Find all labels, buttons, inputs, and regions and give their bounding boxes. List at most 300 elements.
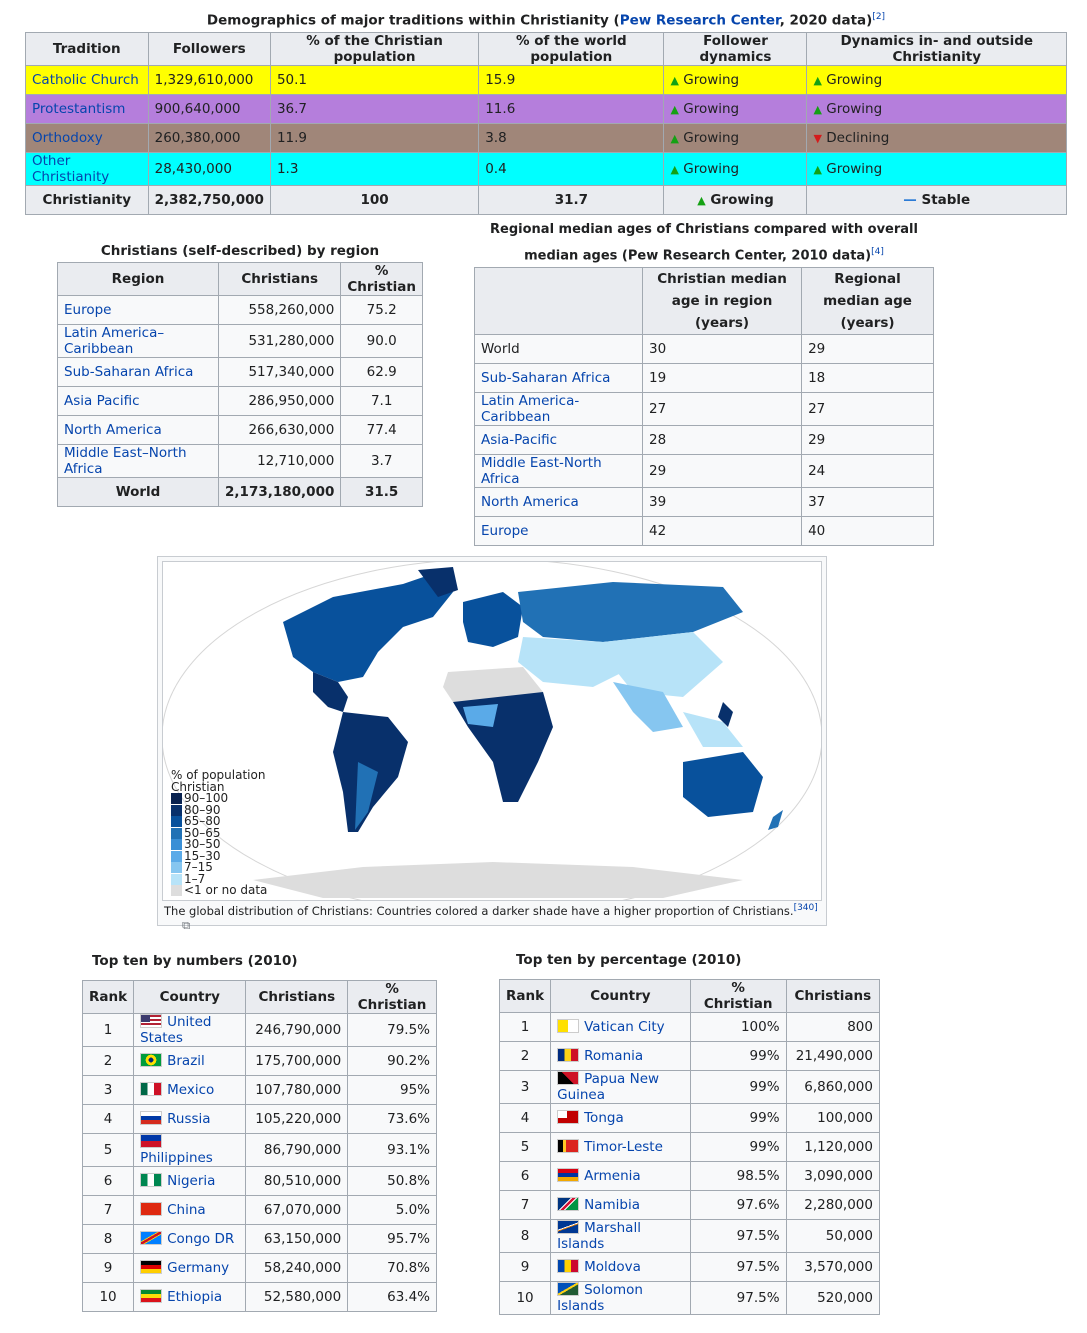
median-ages-caption bbox=[474, 219, 934, 267]
rank-cell: 3 bbox=[83, 1076, 134, 1105]
rank-cell: 2 bbox=[500, 1042, 551, 1071]
legend-swatch bbox=[171, 805, 182, 816]
christian-median-age-cell: 27 bbox=[643, 393, 802, 426]
top-numbers-row bbox=[83, 1134, 437, 1167]
rank-cell: 7 bbox=[500, 1191, 551, 1220]
overall-dynamics-cell bbox=[807, 123, 1067, 152]
christian-median-age-cell: 19 bbox=[643, 364, 802, 393]
country-cell bbox=[134, 1076, 246, 1105]
christians-cell: 52,580,000 bbox=[246, 1283, 348, 1312]
ref-link[interactable]: [4] bbox=[871, 247, 884, 257]
up-arrow-icon: ▲ bbox=[813, 162, 822, 176]
traditions-table-container bbox=[25, 6, 1067, 215]
legend-swatch bbox=[171, 828, 182, 839]
region-row bbox=[58, 416, 423, 445]
tradition-total-row bbox=[26, 185, 1067, 214]
total-overall-dynamics-cell bbox=[807, 185, 1067, 214]
christian-median-age-cell: 29 bbox=[643, 455, 802, 488]
country-link[interactable]: Namibia bbox=[584, 1197, 640, 1213]
pct-world-cell: 11.6 bbox=[479, 94, 664, 123]
pct-christian-cell: 100% bbox=[690, 1013, 786, 1042]
median-ages-table bbox=[474, 267, 934, 546]
region-cell bbox=[58, 296, 219, 325]
rank-cell: 8 bbox=[83, 1225, 134, 1254]
pct-christian-cell: 73.6% bbox=[348, 1105, 437, 1134]
country-link[interactable]: Papua New Guinea bbox=[557, 1071, 660, 1103]
legend-swatch bbox=[171, 851, 182, 862]
christians-cell: 3,090,000 bbox=[786, 1162, 879, 1191]
christians-cell: 105,220,000 bbox=[246, 1105, 348, 1134]
legend-label: 15–30 bbox=[184, 848, 221, 863]
pg-flag-icon bbox=[557, 1071, 579, 1085]
va-flag-icon bbox=[557, 1019, 579, 1033]
legend-label: 65–80 bbox=[184, 814, 221, 828]
christians-cell: 63,150,000 bbox=[246, 1225, 348, 1254]
total-pct-christian-cell: 100 bbox=[270, 185, 478, 214]
country-link[interactable]: Nigeria bbox=[167, 1173, 216, 1189]
dynamics-value: — Stable bbox=[903, 191, 971, 208]
christians-cell: 80,510,000 bbox=[246, 1167, 348, 1196]
up-arrow-icon: ▲ bbox=[813, 73, 822, 87]
region-cell bbox=[475, 455, 643, 488]
column-header: Christians bbox=[246, 981, 348, 1014]
west-africa-shape bbox=[463, 704, 498, 727]
map-caption-text: The global distribution of Christians: Countries colored a darker shade have a higher proportion of Christians. bbox=[164, 903, 794, 918]
pct-christian-cell: 90.0 bbox=[341, 325, 423, 358]
legend-item bbox=[171, 885, 267, 897]
tradition-row bbox=[26, 152, 1067, 185]
top-percentage-row bbox=[500, 1013, 880, 1042]
world-map[interactable] bbox=[162, 561, 822, 901]
christians-cell: 58,240,000 bbox=[246, 1254, 348, 1283]
pct-christian-cell: 11.9 bbox=[270, 123, 478, 152]
top-percentage-row bbox=[500, 1042, 880, 1071]
dynamics-value: ▲ Growing bbox=[670, 129, 740, 146]
column-header: Tradition bbox=[26, 32, 149, 65]
canton bbox=[558, 1111, 567, 1118]
christians-cell: 67,070,000 bbox=[246, 1196, 348, 1225]
country-cell bbox=[134, 1196, 246, 1225]
map-caption bbox=[164, 903, 826, 933]
top-numbers-row bbox=[83, 1196, 437, 1225]
followers-cell: 900,640,000 bbox=[148, 94, 270, 123]
country-link[interactable]: Philippines bbox=[140, 1150, 213, 1166]
christians-cell: 86,790,000 bbox=[246, 1134, 348, 1167]
region-row bbox=[58, 358, 423, 387]
up-arrow-icon: ▲ bbox=[670, 73, 679, 87]
region-link[interactable]: Europe bbox=[481, 523, 529, 540]
top-percentage-row bbox=[500, 1104, 880, 1133]
rank-cell: 3 bbox=[500, 1071, 551, 1104]
rank-cell: 5 bbox=[83, 1134, 134, 1167]
rank-cell: 1 bbox=[83, 1014, 134, 1047]
country-link[interactable]: Romania bbox=[584, 1048, 644, 1064]
regional-median-age-cell: 40 bbox=[802, 517, 934, 546]
followers-cell: 28,430,000 bbox=[148, 152, 270, 185]
region-link[interactable]: Europe bbox=[64, 302, 112, 318]
top-percentage-row bbox=[500, 1191, 880, 1220]
pct-christian-cell: 98.5% bbox=[690, 1162, 786, 1191]
dynamics-value: ▲ Growing bbox=[813, 71, 883, 88]
column-header: Dynamics in- and outside Christianity bbox=[807, 32, 1067, 65]
na-flag-icon bbox=[557, 1197, 579, 1211]
country-link[interactable]: Mexico bbox=[167, 1082, 215, 1098]
dynamics-value: ▲ Growing bbox=[813, 160, 883, 177]
region-cell bbox=[58, 358, 219, 387]
country-link[interactable]: United States bbox=[140, 1014, 212, 1046]
region-row bbox=[58, 445, 423, 478]
region-cell bbox=[475, 426, 643, 455]
legend-label: 90–100 bbox=[184, 791, 229, 805]
pct-christian-cell: 50.8% bbox=[348, 1167, 437, 1196]
rank-cell: 10 bbox=[83, 1283, 134, 1312]
region-link[interactable]: Middle East–North Africa bbox=[64, 445, 187, 477]
caption-text-end: , 2020 data) bbox=[779, 12, 873, 29]
country-cell bbox=[551, 1162, 691, 1191]
ph-flag-icon bbox=[140, 1134, 162, 1148]
rank-cell: 4 bbox=[83, 1105, 134, 1134]
total-region-cell: World bbox=[58, 478, 219, 507]
region-link[interactable]: North America bbox=[64, 422, 162, 438]
total-followers-cell: 2,382,750,000 bbox=[148, 185, 270, 214]
median-age-row bbox=[475, 517, 934, 546]
cd-flag-icon bbox=[140, 1231, 162, 1245]
region-link[interactable]: Asia Pacific bbox=[64, 393, 140, 409]
christians-cell: 1,120,000 bbox=[786, 1133, 879, 1162]
rank-cell: 8 bbox=[500, 1220, 551, 1253]
median-age-row bbox=[475, 488, 934, 517]
sb-flag-icon bbox=[557, 1282, 579, 1296]
country-link[interactable]: Solomon Islands bbox=[557, 1282, 643, 1314]
up-arrow-icon: ▲ bbox=[670, 131, 679, 145]
top-numbers-row bbox=[83, 1014, 437, 1047]
median-age-row bbox=[475, 455, 934, 488]
legend-label: 7–15 bbox=[184, 860, 213, 874]
rank-cell: 9 bbox=[500, 1253, 551, 1282]
country-link[interactable]: Marshall Islands bbox=[557, 1220, 641, 1252]
christians-cell: 100,000 bbox=[786, 1104, 879, 1133]
regions-table bbox=[57, 262, 423, 507]
tradition-link[interactable]: Catholic Church bbox=[32, 71, 139, 88]
ng-flag-icon bbox=[140, 1173, 162, 1187]
canton bbox=[141, 1015, 150, 1022]
region-link[interactable]: Asia-Pacific bbox=[481, 432, 558, 449]
caption-text: Demographics of major traditions within Christianity ( bbox=[206, 12, 620, 29]
christians-cell: 3,570,000 bbox=[786, 1253, 879, 1282]
column-header: % Christian bbox=[341, 263, 423, 296]
follower-dynamics-cell bbox=[664, 65, 807, 94]
legend-label: 50–65 bbox=[184, 825, 221, 840]
christians-cell: 2,280,000 bbox=[786, 1191, 879, 1220]
country-cell bbox=[551, 1071, 691, 1104]
tradition-link[interactable]: Orthodoxy bbox=[32, 129, 103, 146]
pct-world-cell: 3.8 bbox=[479, 123, 664, 152]
region-link[interactable]: Sub-Saharan Africa bbox=[481, 370, 611, 387]
christians-cell: 50,000 bbox=[786, 1220, 879, 1253]
country-cell bbox=[551, 1104, 691, 1133]
median-age-row bbox=[475, 393, 934, 426]
column-header: Followers bbox=[148, 32, 270, 65]
column-header: Rank bbox=[500, 980, 551, 1013]
christians-cell: 21,490,000 bbox=[786, 1042, 879, 1071]
legend-swatch bbox=[171, 816, 182, 827]
column-header: Regional median age (years) bbox=[802, 268, 934, 335]
legend-title: % of population Christian bbox=[171, 768, 266, 794]
column-header: % Christian bbox=[348, 981, 437, 1014]
regional-median-age-cell: 29 bbox=[802, 335, 934, 364]
legend-label: 30–50 bbox=[184, 837, 221, 851]
christian-median-age-cell: 42 bbox=[643, 517, 802, 546]
country-link[interactable]: Brazil bbox=[167, 1053, 205, 1069]
region-row bbox=[58, 296, 423, 325]
legend-swatch bbox=[171, 793, 182, 804]
region-link[interactable]: Middle East-North Africa bbox=[481, 455, 602, 488]
legend-swatch bbox=[171, 874, 182, 885]
median-age-row bbox=[475, 426, 934, 455]
country-cell bbox=[134, 1254, 246, 1283]
regional-median-age-cell: 27 bbox=[802, 393, 934, 426]
pct-world-cell: 0.4 bbox=[479, 152, 664, 185]
pct-christian-cell: 70.8% bbox=[348, 1254, 437, 1283]
pct-christian-cell: 97.5% bbox=[690, 1282, 786, 1315]
legend-swatch bbox=[171, 862, 182, 873]
country-cell bbox=[134, 1105, 246, 1134]
total-christians-cell: 2,173,180,000 bbox=[219, 478, 341, 507]
up-arrow-icon: ▲ bbox=[697, 193, 706, 207]
christians-cell: 175,700,000 bbox=[246, 1047, 348, 1076]
country-link[interactable]: Congo DR bbox=[167, 1231, 235, 1247]
dynamics-value: ▲ Growing bbox=[670, 100, 740, 117]
country-link[interactable]: Germany bbox=[167, 1260, 230, 1276]
rank-cell: 1 bbox=[500, 1013, 551, 1042]
column-header: Christians bbox=[786, 980, 879, 1013]
pct-christian-cell: 97.5% bbox=[690, 1220, 786, 1253]
rank-cell: 5 bbox=[500, 1133, 551, 1162]
ref-link[interactable]: [2] bbox=[872, 12, 886, 22]
pct-christian-cell: 50.1 bbox=[270, 65, 478, 94]
traditions-table bbox=[25, 32, 1067, 215]
enlarge-icon[interactable]: ⧉ bbox=[182, 917, 191, 932]
country-link[interactable]: Armenia bbox=[584, 1168, 641, 1184]
top-numbers-caption: Top ten by numbers (2010) bbox=[92, 953, 298, 969]
down-arrow-icon: ▼ bbox=[813, 131, 822, 145]
to-flag-icon bbox=[557, 1110, 579, 1124]
column-header: Country bbox=[551, 980, 691, 1013]
christians-cell: 520,000 bbox=[786, 1282, 879, 1315]
top-percentage-row bbox=[500, 1133, 880, 1162]
regions-table-container bbox=[57, 240, 423, 507]
tradition-name-cell bbox=[26, 94, 149, 123]
rank-cell: 4 bbox=[500, 1104, 551, 1133]
country-cell bbox=[551, 1191, 691, 1220]
top-numbers-table bbox=[82, 980, 437, 1312]
rank-cell: 2 bbox=[83, 1047, 134, 1076]
median-age-row bbox=[475, 335, 934, 364]
region-cell bbox=[58, 416, 219, 445]
region-cell bbox=[58, 325, 219, 358]
region-cell bbox=[58, 445, 219, 478]
country-link[interactable]: Moldova bbox=[584, 1259, 641, 1275]
country-cell bbox=[551, 1220, 691, 1253]
tradition-row bbox=[26, 94, 1067, 123]
tradition-row bbox=[26, 123, 1067, 152]
column-header: % of the Christian population bbox=[270, 32, 478, 65]
regional-median-age-cell: 24 bbox=[802, 455, 934, 488]
am-flag-icon bbox=[557, 1168, 579, 1182]
top-percentage-row bbox=[500, 1071, 880, 1104]
total-follower-dynamics-cell bbox=[664, 185, 807, 214]
christians-cell: 6,860,000 bbox=[786, 1071, 879, 1104]
pct-christian-cell: 75.2 bbox=[341, 296, 423, 325]
tradition-name-cell bbox=[26, 65, 149, 94]
country-link[interactable]: Timor-Leste bbox=[584, 1139, 663, 1155]
pct-christian-cell: 99% bbox=[690, 1042, 786, 1071]
top-numbers-row bbox=[83, 1283, 437, 1312]
overall-dynamics-cell bbox=[807, 94, 1067, 123]
top-percentage-container bbox=[499, 949, 880, 1315]
pct-christian-cell: 99% bbox=[690, 1133, 786, 1162]
country-link[interactable]: Ethiopia bbox=[167, 1289, 223, 1305]
pew-research-link[interactable]: Pew Research Center bbox=[619, 12, 780, 29]
region-cell bbox=[475, 364, 643, 393]
column-header: Christians bbox=[219, 263, 341, 296]
region-cell bbox=[475, 393, 643, 426]
dynamics-value: ▲ Growing bbox=[697, 191, 774, 208]
pct-christian-cell: 79.5% bbox=[348, 1014, 437, 1047]
region-link[interactable]: North America bbox=[481, 494, 579, 511]
top-percentage-row bbox=[500, 1220, 880, 1253]
pct-christian-cell: 7.1 bbox=[341, 387, 423, 416]
top-percentage-row bbox=[500, 1282, 880, 1315]
pct-christian-cell: 90.2% bbox=[348, 1047, 437, 1076]
mh-flag-icon bbox=[557, 1220, 579, 1234]
region-cell: World bbox=[475, 335, 643, 364]
et-flag-icon bbox=[140, 1289, 162, 1303]
pct-christian-cell: 99% bbox=[690, 1104, 786, 1133]
us-flag-icon bbox=[140, 1014, 162, 1028]
follower-dynamics-cell bbox=[664, 152, 807, 185]
country-cell bbox=[551, 1042, 691, 1071]
tradition-row bbox=[26, 65, 1067, 94]
pct-christian-cell: 97.6% bbox=[690, 1191, 786, 1220]
christians-cell: 286,950,000 bbox=[219, 387, 341, 416]
country-cell bbox=[134, 1167, 246, 1196]
pct-world-cell: 15.9 bbox=[479, 65, 664, 94]
regional-median-age-cell: 29 bbox=[802, 426, 934, 455]
tl-flag-icon bbox=[557, 1139, 579, 1153]
country-link[interactable]: Tonga bbox=[584, 1110, 624, 1126]
christians-cell: 266,630,000 bbox=[219, 416, 341, 445]
up-arrow-icon: ▲ bbox=[670, 102, 679, 116]
country-cell bbox=[134, 1134, 246, 1167]
pct-christian-cell: 3.7 bbox=[341, 445, 423, 478]
map-legend bbox=[171, 770, 267, 897]
christians-cell: 246,790,000 bbox=[246, 1014, 348, 1047]
total-pct-cell: 31.5 bbox=[341, 478, 423, 507]
mx-flag-icon bbox=[140, 1082, 162, 1096]
rank-cell: 6 bbox=[83, 1167, 134, 1196]
up-arrow-icon: ▲ bbox=[670, 162, 679, 176]
traditions-caption bbox=[25, 6, 1067, 32]
tradition-link[interactable]: Other Christianity bbox=[32, 152, 110, 185]
pct-christian-cell: 97.5% bbox=[690, 1253, 786, 1282]
column-header: Region bbox=[58, 263, 219, 296]
column-header bbox=[475, 268, 643, 335]
christians-cell: 107,780,000 bbox=[246, 1076, 348, 1105]
region-link[interactable]: Latin America-Caribbean bbox=[481, 393, 580, 426]
tradition-link[interactable]: Protestantism bbox=[32, 100, 126, 117]
region-link[interactable]: Sub-Saharan Africa bbox=[64, 364, 194, 380]
christians-cell: 558,260,000 bbox=[219, 296, 341, 325]
region-cell bbox=[475, 517, 643, 546]
followers-cell: 1,329,610,000 bbox=[148, 65, 270, 94]
overall-dynamics-cell bbox=[807, 152, 1067, 185]
follower-dynamics-cell bbox=[664, 123, 807, 152]
legend-label: 1–7 bbox=[184, 871, 206, 886]
pct-christian-cell: 95% bbox=[348, 1076, 437, 1105]
rank-cell: 10 bbox=[500, 1282, 551, 1315]
top-numbers-row bbox=[83, 1225, 437, 1254]
ro-flag-icon bbox=[557, 1048, 579, 1062]
pct-christian-cell: 99% bbox=[690, 1071, 786, 1104]
christians-cell: 800 bbox=[786, 1013, 879, 1042]
up-arrow-icon: ▲ bbox=[813, 102, 822, 116]
legend-label: 80–90 bbox=[184, 802, 221, 817]
column-header: Rank bbox=[83, 981, 134, 1014]
country-link[interactable]: China bbox=[167, 1202, 206, 1218]
pct-christian-cell: 77.4 bbox=[341, 416, 423, 445]
region-total-row bbox=[58, 478, 423, 507]
region-link[interactable]: Latin America–Caribbean bbox=[64, 325, 165, 357]
christian-median-age-cell: 30 bbox=[643, 335, 802, 364]
median-ages-container bbox=[474, 219, 934, 546]
column-header: Follower dynamics bbox=[664, 32, 807, 65]
legend-swatch bbox=[171, 839, 182, 850]
followers-cell: 260,380,000 bbox=[148, 123, 270, 152]
top-numbers-row bbox=[83, 1254, 437, 1283]
country-cell bbox=[134, 1014, 246, 1047]
legend-label: <1 or no data bbox=[184, 883, 268, 897]
br-flag-icon bbox=[140, 1053, 162, 1067]
country-link[interactable]: Russia bbox=[167, 1111, 211, 1127]
rank-cell: 6 bbox=[500, 1162, 551, 1191]
region-row bbox=[58, 325, 423, 358]
country-cell bbox=[134, 1283, 246, 1312]
dynamics-value: ▲ Growing bbox=[813, 100, 883, 117]
country-cell bbox=[551, 1133, 691, 1162]
country-cell bbox=[134, 1225, 246, 1254]
map-ref-link[interactable]: [340] bbox=[793, 903, 818, 913]
rank-cell: 9 bbox=[83, 1254, 134, 1283]
median-age-row bbox=[475, 364, 934, 393]
overall-dynamics-cell bbox=[807, 65, 1067, 94]
total-pct-world-cell: 31.7 bbox=[479, 185, 664, 214]
dynamics-value: ▲ Growing bbox=[670, 71, 740, 88]
ru-flag-icon bbox=[140, 1111, 162, 1125]
stable-icon: — bbox=[903, 191, 917, 208]
top-numbers-row bbox=[83, 1047, 437, 1076]
country-link[interactable]: Vatican City bbox=[584, 1019, 665, 1035]
top-percentage-row bbox=[500, 1162, 880, 1191]
pct-christian-cell: 95.7% bbox=[348, 1225, 437, 1254]
pct-christian-cell: 63.4% bbox=[348, 1283, 437, 1312]
pct-christian-cell: 1.3 bbox=[270, 152, 478, 185]
regional-median-age-cell: 18 bbox=[802, 364, 934, 393]
christians-cell: 517,340,000 bbox=[219, 358, 341, 387]
pct-christian-cell: 36.7 bbox=[270, 94, 478, 123]
column-header: % of the world population bbox=[479, 32, 664, 65]
regions-caption: Christians (self-described) by region bbox=[100, 243, 380, 259]
